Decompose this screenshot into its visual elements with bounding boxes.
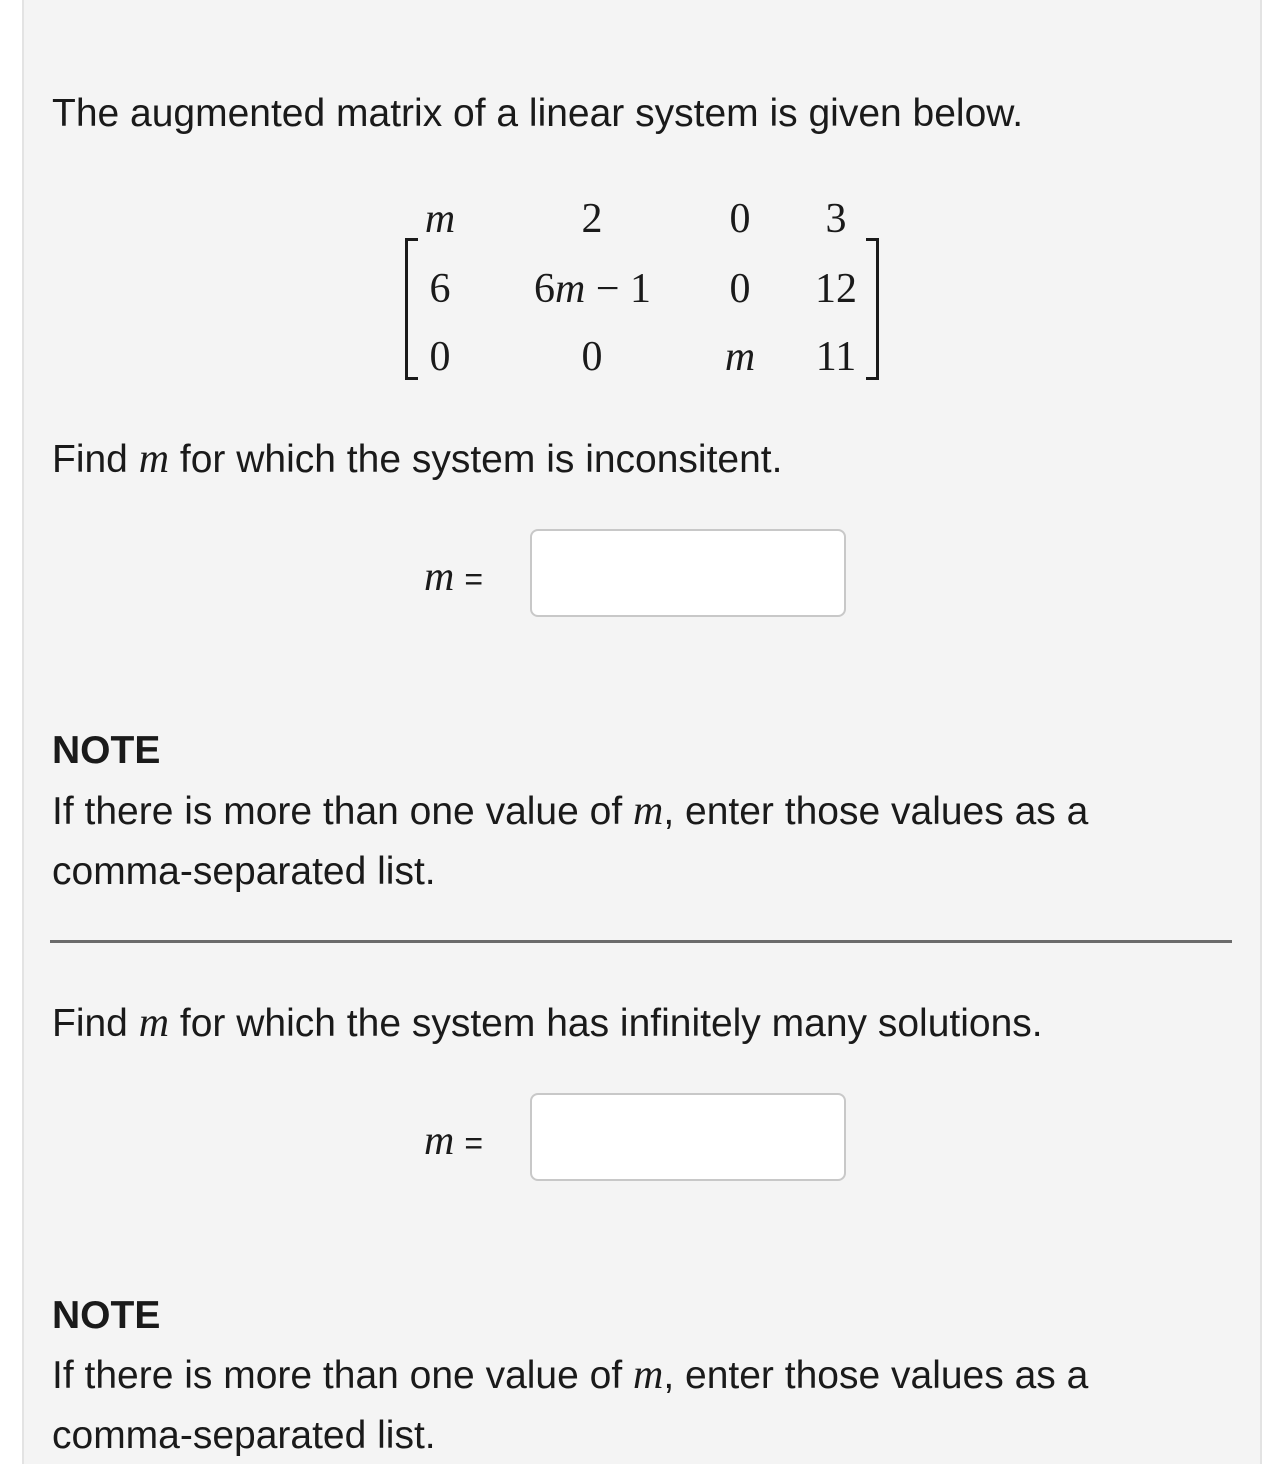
part1-answer-input[interactable] <box>530 529 846 617</box>
matrix-cell: 0 <box>729 266 751 312</box>
matrix-cell: 6 <box>429 266 451 312</box>
part1-prompt-after: for which the system is inconsitent. <box>179 438 783 481</box>
matrix-cell: m <box>724 334 756 380</box>
part2-answer-input[interactable] <box>530 1093 846 1181</box>
section-divider <box>50 940 1232 943</box>
part1-variable: m <box>138 436 170 482</box>
part1-note-after: , enter those values as a comma-separated list. <box>52 790 1089 893</box>
matrix-cell: 3 <box>825 196 847 242</box>
matrix-cell: 6m − 1 <box>533 266 652 312</box>
part1-answer-label-eq: = <box>464 561 484 597</box>
part2-answer-label-var: m <box>424 1118 455 1164</box>
part1-answer-label <box>424 556 483 598</box>
part2-note-var: m <box>633 1352 664 1398</box>
matrix-cell: 2 <box>581 196 603 242</box>
part1-note-title: NOTE <box>52 729 161 772</box>
part2-prompt <box>52 1002 1043 1044</box>
part2-answer-label <box>424 1120 483 1162</box>
part2-note-title: NOTE <box>52 1294 161 1337</box>
matrix-cell: m <box>424 196 456 242</box>
part2-answer-label-eq: = <box>464 1125 484 1161</box>
part2-prompt-after: for which the system has infinitely many solutions. <box>179 1002 1043 1045</box>
intro-text: The augmented matrix of a linear system is given below. <box>52 92 1024 135</box>
part1-prompt <box>52 438 782 480</box>
part1-prompt-before: Find <box>52 438 128 481</box>
part1-answer-label-var: m <box>424 554 455 600</box>
matrix-cell: 0 <box>581 334 603 380</box>
part1-note-body <box>52 781 1222 902</box>
part2-note-before: If there is more than one value of <box>52 1354 623 1397</box>
part2-note-body <box>52 1345 1222 1466</box>
part2-prompt-before: Find <box>52 1002 128 1045</box>
part1-note-var: m <box>633 788 664 834</box>
matrix-right-bracket <box>866 238 879 380</box>
matrix-cell: 0 <box>729 196 751 242</box>
matrix-cell: 12 <box>815 266 857 312</box>
part2-variable: m <box>138 1000 170 1046</box>
matrix-cell: 11 <box>815 334 857 380</box>
matrix-cell: 0 <box>429 334 451 380</box>
part1-note-before: If there is more than one value of <box>52 790 623 833</box>
part2-note-after: , enter those values as a comma-separated list. <box>52 1354 1089 1457</box>
